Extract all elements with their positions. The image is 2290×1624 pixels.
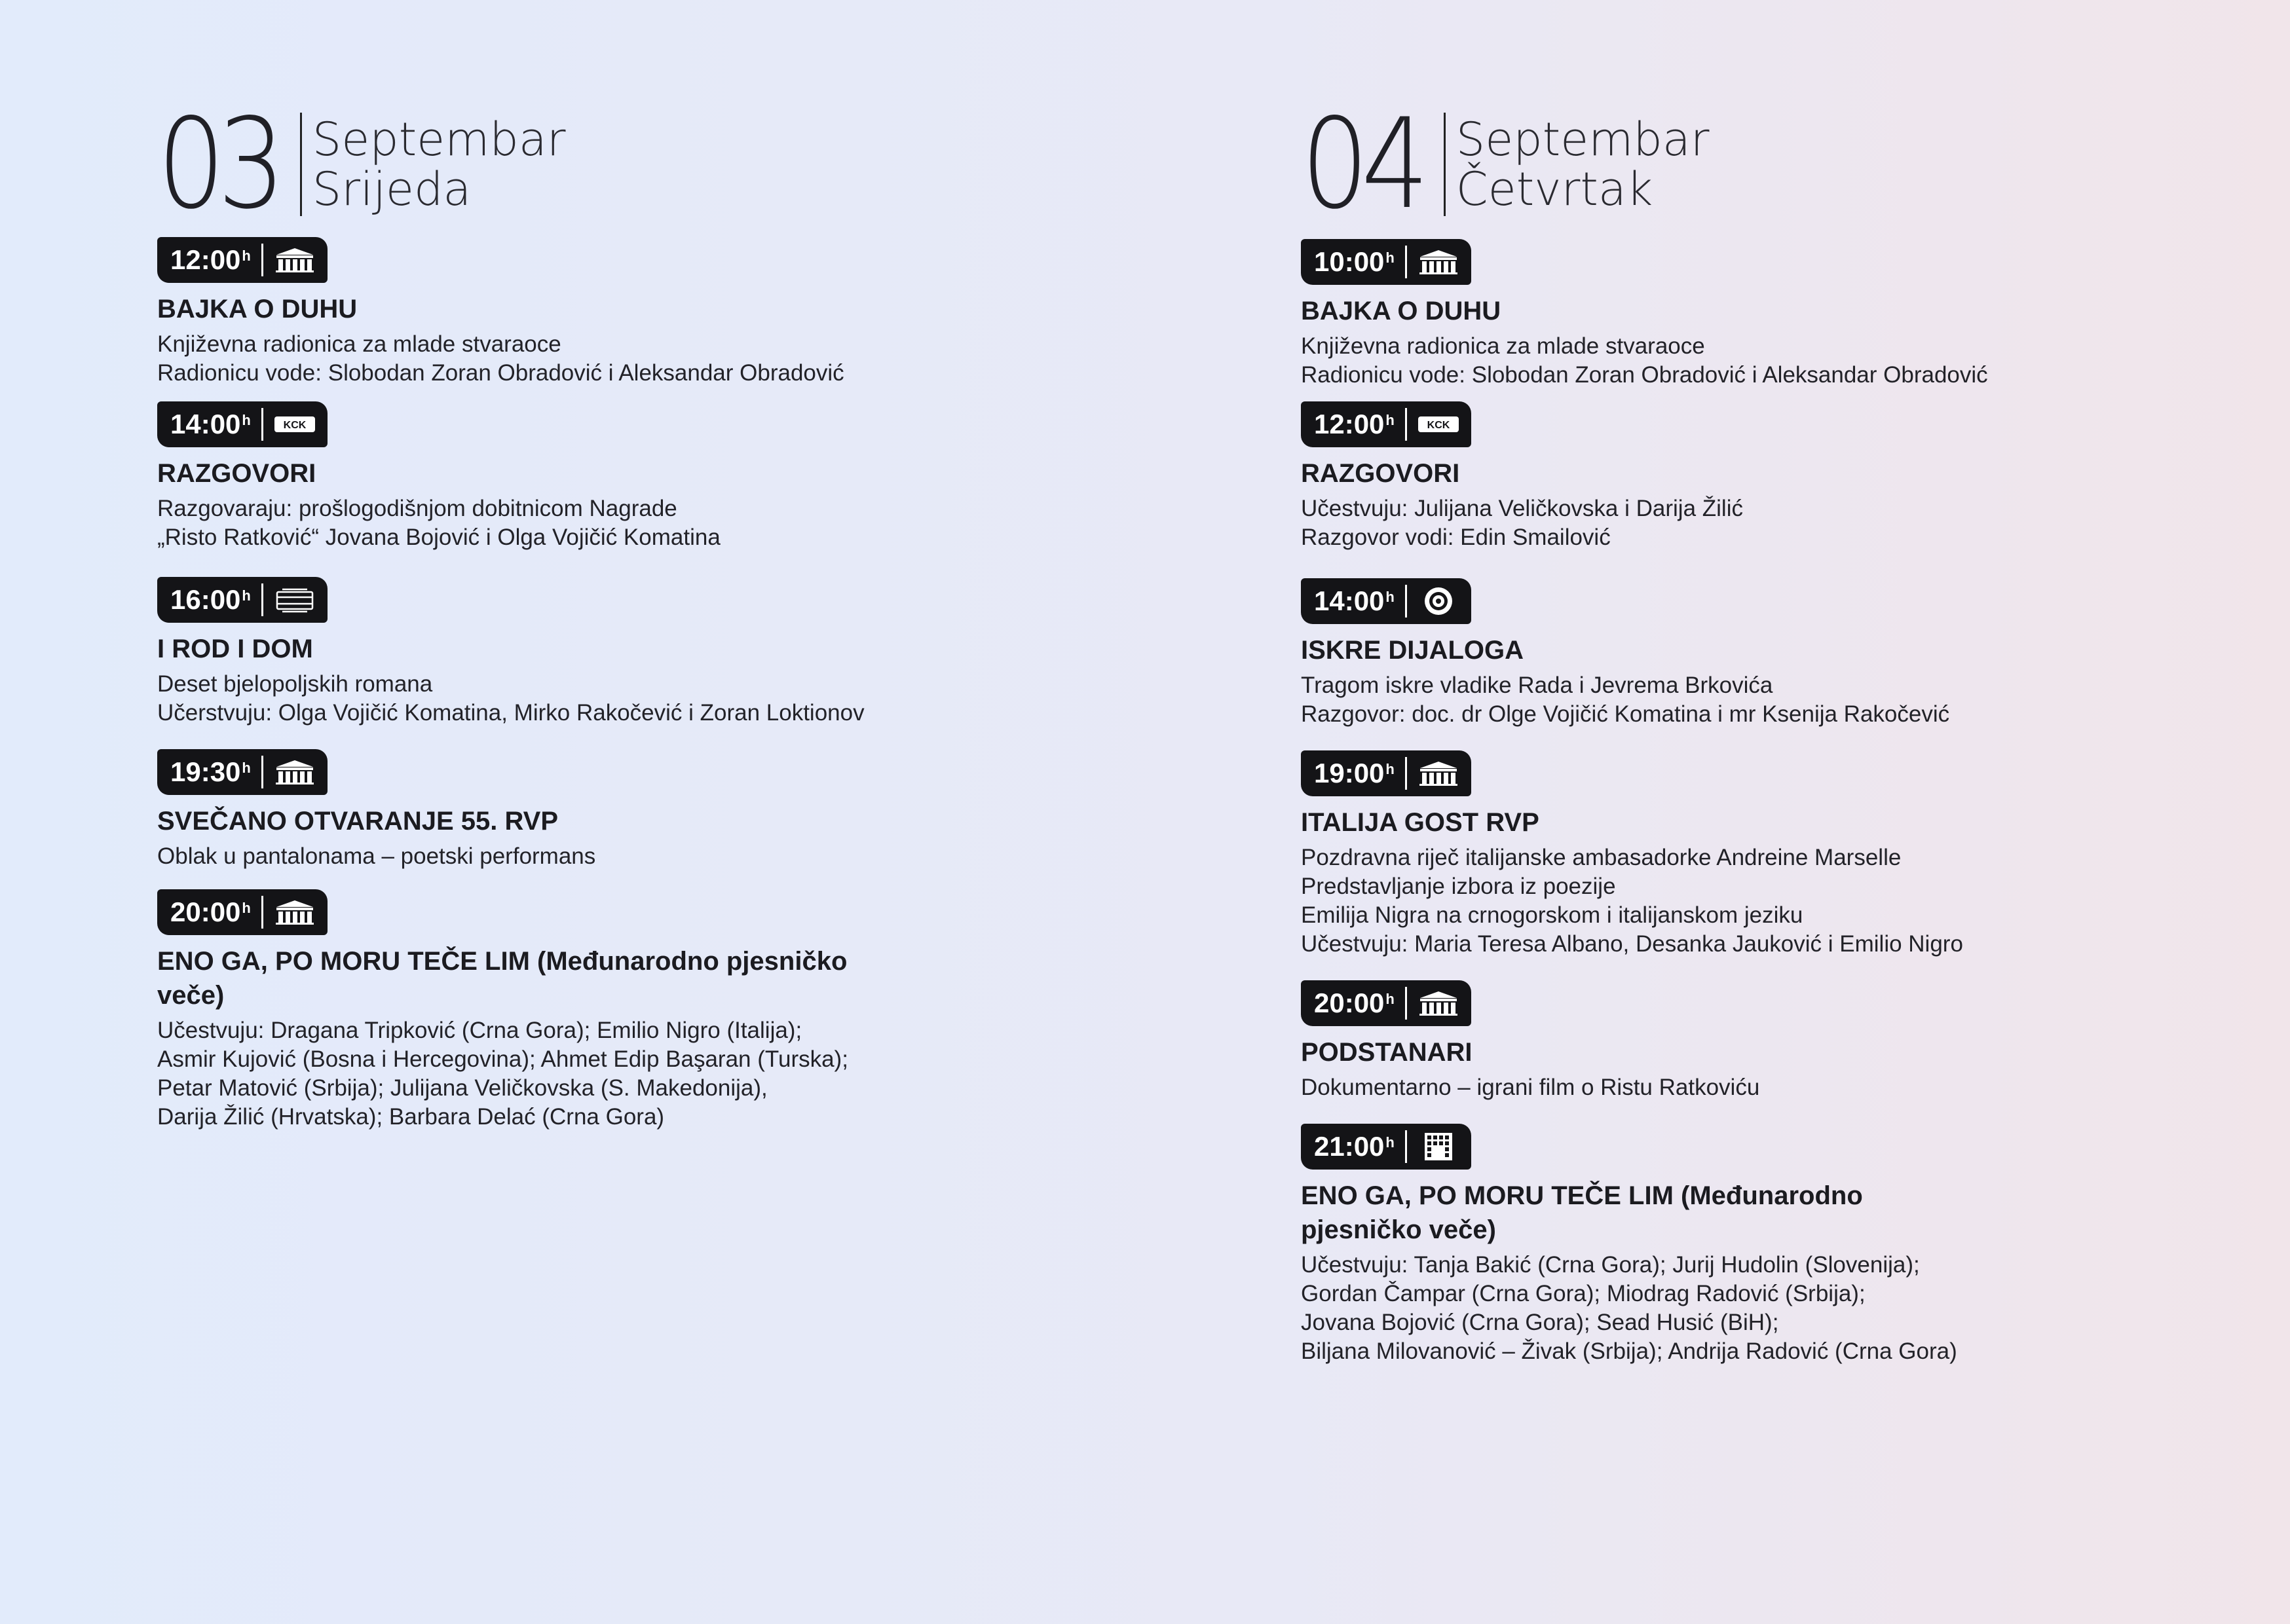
event-detail-line: Darija Žilić (Hrvatska); Barbara Delać (Crna Gora) (157, 1104, 665, 1130)
time-suffix: h (242, 587, 251, 604)
time-value: 19:00 (1314, 758, 1385, 788)
time-badge (1301, 578, 1471, 624)
badge-divider (261, 896, 263, 929)
event-description (1301, 332, 1988, 390)
event-time (170, 577, 251, 623)
time-badge (157, 749, 328, 795)
time-badge (157, 237, 328, 283)
event-description (1301, 1251, 1957, 1366)
day-number: 04 (1301, 92, 1421, 236)
time-badge (1301, 1124, 1471, 1170)
program-event (157, 749, 595, 871)
event-title: ISKRE DIJALOGA (1301, 636, 1524, 665)
event-description (157, 842, 595, 871)
building-icon (274, 246, 316, 274)
library-icon (274, 585, 316, 614)
time-badge (157, 401, 328, 447)
badge-divider (261, 756, 263, 788)
kck-logo-icon (1417, 410, 1459, 439)
event-title: ENO GA, PO MORU TEČE LIM (Međunarodno pjesničko veče) (1301, 1181, 1863, 1244)
day-words (1456, 115, 1710, 214)
time-suffix: h (242, 760, 251, 776)
event-detail-line: Razgovaraju: prošlogodišnjom dobitnicom Nagrade (157, 496, 677, 521)
event-detail-line: Razgovor: doc. dr Olge Vojičić Komatina i mr Ksenija Rakočević (1301, 701, 1950, 727)
event-detail-line: Dokumentarno – igrani film o Ristu Ratkoviću (1301, 1075, 1760, 1100)
time-suffix: h (1385, 1134, 1395, 1151)
event-detail-line: Jovana Bojović (Crna Gora); Sead Husić (BiH); (1301, 1310, 1779, 1335)
event-detail-line: Učestvuju: Tanja Bakić (Crna Gora); Jurij Hudolin (Slovenija); (1301, 1252, 1920, 1278)
event-time (1314, 980, 1395, 1026)
building-icon (1417, 759, 1459, 788)
day-divider (1444, 113, 1446, 216)
badge-divider (1405, 1130, 1407, 1163)
badge-divider (1405, 987, 1407, 1020)
event-description (157, 1016, 848, 1132)
event-time (1314, 239, 1395, 285)
time-badge (157, 889, 328, 935)
event-title: SVEČANO OTVARANJE 55. RVP (157, 807, 559, 836)
program-event (1301, 750, 1963, 959)
time-value: 20:00 (1314, 987, 1385, 1018)
day-header (1301, 92, 1710, 236)
event-detail-line: Emilija Nigra na crnogorskom i italijanskom jeziku (1301, 902, 1803, 928)
event-title: RAZGOVORI (157, 459, 316, 488)
event-detail-line: Radionicu vode: Slobodan Zoran Obradović i Aleksandar Obradović (1301, 362, 1988, 388)
time-value: 10:00 (1314, 246, 1385, 277)
event-detail-line: Oblak u pantalonama – poetski performans (157, 843, 596, 869)
event-detail-line: Učestvuju: Maria Teresa Albano, Desanka Jauković i Emilio Nigro (1301, 931, 1963, 957)
time-value: 14:00 (170, 409, 241, 439)
time-value: 19:30 (170, 756, 241, 787)
event-time (170, 237, 251, 283)
event-time (1314, 750, 1395, 796)
time-suffix: h (1385, 249, 1395, 266)
event-detail-line: Petar Matović (Srbija); Julijana Veličkovska (S. Makedonija), (157, 1075, 768, 1101)
event-description (1301, 671, 1949, 729)
badge-divider (1405, 246, 1407, 278)
event-time (170, 749, 251, 795)
badge-divider (261, 244, 263, 276)
event-detail-line: Učerstvuju: Olga Vojičić Komatina, Mirko Rakočević i Zoran Loktionov (157, 700, 865, 726)
time-value: 20:00 (170, 896, 241, 927)
event-detail-line: Razgovor vodi: Edin Smailović (1301, 525, 1611, 550)
event-description (157, 330, 844, 388)
day-header (157, 92, 566, 236)
time-suffix: h (242, 900, 251, 916)
event-title: I ROD I DOM (157, 635, 313, 663)
event-detail-line: Učestvuju: Julijana Veličkovska i Darija Žilić (1301, 496, 1743, 521)
event-description (1301, 843, 1963, 959)
time-suffix: h (1385, 761, 1395, 777)
event-detail-line: „Risto Ratković“ Jovana Bojović i Olga Vojičić Komatina (157, 525, 721, 550)
program-event (1301, 401, 1743, 552)
time-badge (157, 577, 328, 623)
day-divider (300, 113, 302, 216)
grid-building-icon (1417, 1132, 1459, 1161)
event-time (1314, 1124, 1395, 1170)
day-column (157, 92, 865, 1130)
program-event (157, 889, 848, 1132)
program-event (1301, 1124, 1957, 1366)
badge-divider (1405, 585, 1407, 618)
time-value: 14:00 (1314, 585, 1385, 616)
event-detail-line: Književna radionica za mlade stvaraoce (1301, 333, 1705, 359)
program-event (1301, 239, 1988, 390)
month-label: Septembar (312, 113, 566, 166)
event-title: RAZGOVORI (1301, 459, 1460, 488)
event-description (157, 494, 721, 552)
kck-logo-icon (274, 410, 316, 439)
event-time (1314, 578, 1395, 624)
event-detail-line: Tragom iskre vladike Rada i Jevrema Brkovića (1301, 673, 1773, 698)
program-event (157, 577, 865, 728)
program-event (1301, 980, 1759, 1102)
building-icon (1417, 989, 1459, 1018)
time-suffix: h (242, 412, 251, 428)
event-title: BAJKA O DUHU (157, 295, 358, 323)
event-description (1301, 1073, 1759, 1102)
event-description (1301, 494, 1743, 552)
time-badge (1301, 750, 1471, 796)
event-title: PODSTANARI (1301, 1038, 1473, 1067)
event-detail-line: Pozdravna riječ italijanske ambasadorke Andreine Marselle (1301, 845, 1902, 870)
building-icon (274, 758, 316, 786)
building-icon (1417, 248, 1459, 276)
badge-divider (261, 583, 263, 616)
time-badge (1301, 239, 1471, 285)
event-detail-line: Gordan Čampar (Crna Gora); Miodrag Radović (Srbija); (1301, 1281, 1866, 1306)
month-label: Septembar (1455, 113, 1710, 166)
day-words (312, 115, 566, 214)
event-title: ENO GA, PO MORU TEČE LIM (Međunarodno pjesničko veče) (157, 947, 848, 1010)
svg-text:KCK: KCK (1427, 420, 1450, 431)
event-title: ITALIJA GOST RVP (1301, 808, 1539, 837)
event-detail-line: Biljana Milovanović – Živak (Srbija); Andrija Radović (Crna Gora) (1301, 1338, 1957, 1364)
time-value: 21:00 (1314, 1131, 1385, 1162)
weekday-label: Srijeda (312, 162, 472, 216)
time-value: 12:00 (1314, 409, 1385, 439)
day-column (1301, 92, 1988, 1364)
time-value: 12:00 (170, 244, 241, 275)
event-detail-line: Asmir Kujović (Bosna i Hercegovina); Ahmet Edip Başaran (Turska); (157, 1046, 848, 1072)
program-event (1301, 578, 1949, 729)
event-description (157, 670, 865, 728)
weekday-label: Četvrtak (1455, 162, 1653, 216)
svg-text:KCK: KCK (283, 420, 307, 431)
event-detail-line: Predstavljanje izbora iz poezije (1301, 874, 1616, 899)
event-detail-line: Deset bjelopoljskih romana (157, 671, 433, 697)
badge-divider (1405, 757, 1407, 790)
day-number: 03 (157, 92, 278, 236)
event-detail-line: Učestvuju: Dragana Tripković (Crna Gora); Emilio Nigro (Italija); (157, 1018, 802, 1043)
badge-divider (261, 408, 263, 441)
event-time (170, 889, 251, 935)
event-detail-line: Književna radionica za mlade stvaraoce (157, 331, 561, 357)
event-time (1314, 401, 1395, 447)
time-badge (1301, 980, 1471, 1026)
time-suffix: h (1385, 991, 1395, 1007)
time-suffix: h (242, 248, 251, 264)
program-event (157, 237, 844, 388)
event-time (170, 401, 251, 447)
time-suffix: h (1385, 412, 1395, 428)
event-title: BAJKA O DUHU (1301, 297, 1501, 325)
time-suffix: h (1385, 589, 1395, 605)
badge-divider (1405, 408, 1407, 441)
program-event (157, 401, 721, 552)
round-emblem-icon (1417, 587, 1459, 616)
time-value: 16:00 (170, 584, 241, 615)
event-detail-line: Radionicu vode: Slobodan Zoran Obradović i Aleksandar Obradović (157, 360, 844, 386)
time-badge (1301, 401, 1471, 447)
building-icon (274, 898, 316, 927)
